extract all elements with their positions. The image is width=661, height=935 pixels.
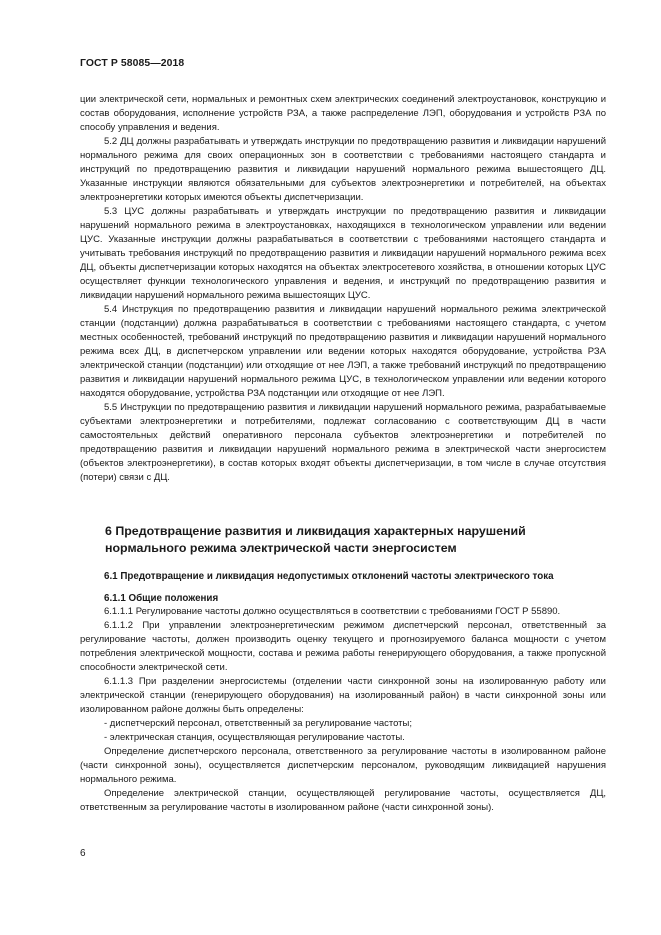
- paragraph-5-3: 5.3 ЦУС должны разрабатывать и утверждать инструкции по предотвращению развития и ликвидации нарушений нормального режима в электроустановках, находящихся в технологическом управлении или ведении ЦУС. Указанные инструкции должны разрабатываться в соответствии с требованиями настоящего стандарта и учитывать требования инструкций по предотвращению развития и ликвидации нарушений нормального режима всех ДЦ, объекты диспетчеризации которых находятся на объектах электросетевого хозяйства, в отношении которых ЦУС осуществляет функции технологического управления и ведения, и инструкций по предотвращению развития и ликвидации нарушений нормального режима вышестоящих ЦУС.: [80, 206, 606, 301]
- list-item: - электрическая станция, осуществляющая регулирование частоты.: [104, 732, 405, 743]
- subsection-6-1-heading: 6.1 Предотвращение и ликвидация недопустимых отклонений частоты электрического тока: [104, 571, 554, 582]
- paragraph-5-4: 5.4 Инструкция по предотвращению развития и ликвидации нарушений нормального режима электрической станции (подстанции) должна разрабатываться в соответствии с требованиями настоящего стандарта, с учетом местных особенностей, требований инструкций по предотвращению развития и ликвидации нарушений нормального режима всех ДЦ, в диспетчерском управлении или ведении которых находятся оборудование, устройства РЗА электрической станции (подстанции) или отходящие от нее ЛЭП, а также требований инструкций по предотвращению развития и ликвидации нарушений нормального режима ЦУС, в технологическом управлении или ведении которого находятся оборудование, устройства РЗА подстанции или отходящие от нее ЛЭП.: [80, 304, 606, 399]
- paragraph-definition-station: Определение электрической станции, осуществляющей регулирование частоты, осуществляется ДЦ, ответственным за регулирование частоты в изолированном районе (части синхронной зоны).: [80, 788, 606, 813]
- subsection-6-1-1-heading: 6.1.1 Общие положения: [104, 593, 219, 604]
- section-5-body: [80, 93, 606, 485]
- section-6-body: [80, 570, 606, 815]
- paragraph-6-1-1-1: 6.1.1.1 Регулирование частоты должно осуществляться в соответствии с требованиями ГОСТ Р 55890.: [104, 606, 561, 617]
- paragraph-6-1-1-2: 6.1.1.2 При управлении электроэнергетическим режимом диспетчерский персонал, ответственный за регулирование частоты, должен производить оценку текущего и прогнозируемого баланса мощности с учетом потребления электрической мощности, состава и режима работы генерирующего оборудования, а также пропускной способности электрической сети.: [80, 620, 606, 673]
- list-item: - диспетчерский персонал, ответственный за регулирование частоты;: [104, 718, 413, 729]
- paragraph-definition-dispatcher: Определение диспетчерского персонала, ответственного за регулирование частоты в изолированном районе (части синхронной зоны), осуществляется диспетчерским персоналом, руководящим ликвидацией нарушения нормального режима.: [80, 746, 606, 785]
- document-code-header: ГОСТ Р 58085—2018: [80, 58, 185, 69]
- paragraph-continuation: ции электрической сети, нормальных и ремонтных схем электрических соединений электроустановок, конструкцию и состав оборудования, исполнение устройств РЗА, а также распределение ЛЭП, оборудования и устройств РЗА по способу управления и ведения.: [80, 94, 606, 133]
- page-number: 6: [80, 848, 86, 859]
- paragraph-5-5: 5.5 Инструкции по предотвращению развития и ликвидации нарушений нормального режима, разрабатываемые субъектами электроэнергетики и потребителями, подлежат согласованию с соответствующим ДЦ в части самостоятельных действий оперативного персонала субъектов электроэнергетики и потребителей по предотвращению развития и ликвидации нарушений нормального режима в электрической части энергосистем (объектов электроэнергетики), в состав которых входят объекты диспетчеризации, в том числе в случае отсутствия (потери) связи с ДЦ.: [80, 402, 606, 483]
- paragraph-5-2: 5.2 ДЦ должны разрабатывать и утверждать инструкции по предотвращению развития и ликвидации нарушений нормального режима для своих операционных зон в соответствии с требованиями настоящего стандарта и инструкций по предотвращению развития и ликвидации нарушений нормального режима вышестоящего ДЦ. Указанные инструкции являются обязательными для субъектов электроэнергетики и потребителей, на объектах электроэнергетики которых имеются объекты диспетчеризации.: [80, 136, 606, 203]
- paragraph-6-1-1-3: 6.1.1.3 При разделении энергосистемы (отделении части синхронной зоны на изолированную работу или электрической станции (генерирующего оборудования) на изолированный район) в части синхронной зоны или изолированном районе должны быть определены:: [80, 676, 606, 715]
- section-6-heading: 6 Предотвращение развития и ликвидация характерных нарушений нормального режима электрической части энергосистем: [105, 524, 526, 555]
